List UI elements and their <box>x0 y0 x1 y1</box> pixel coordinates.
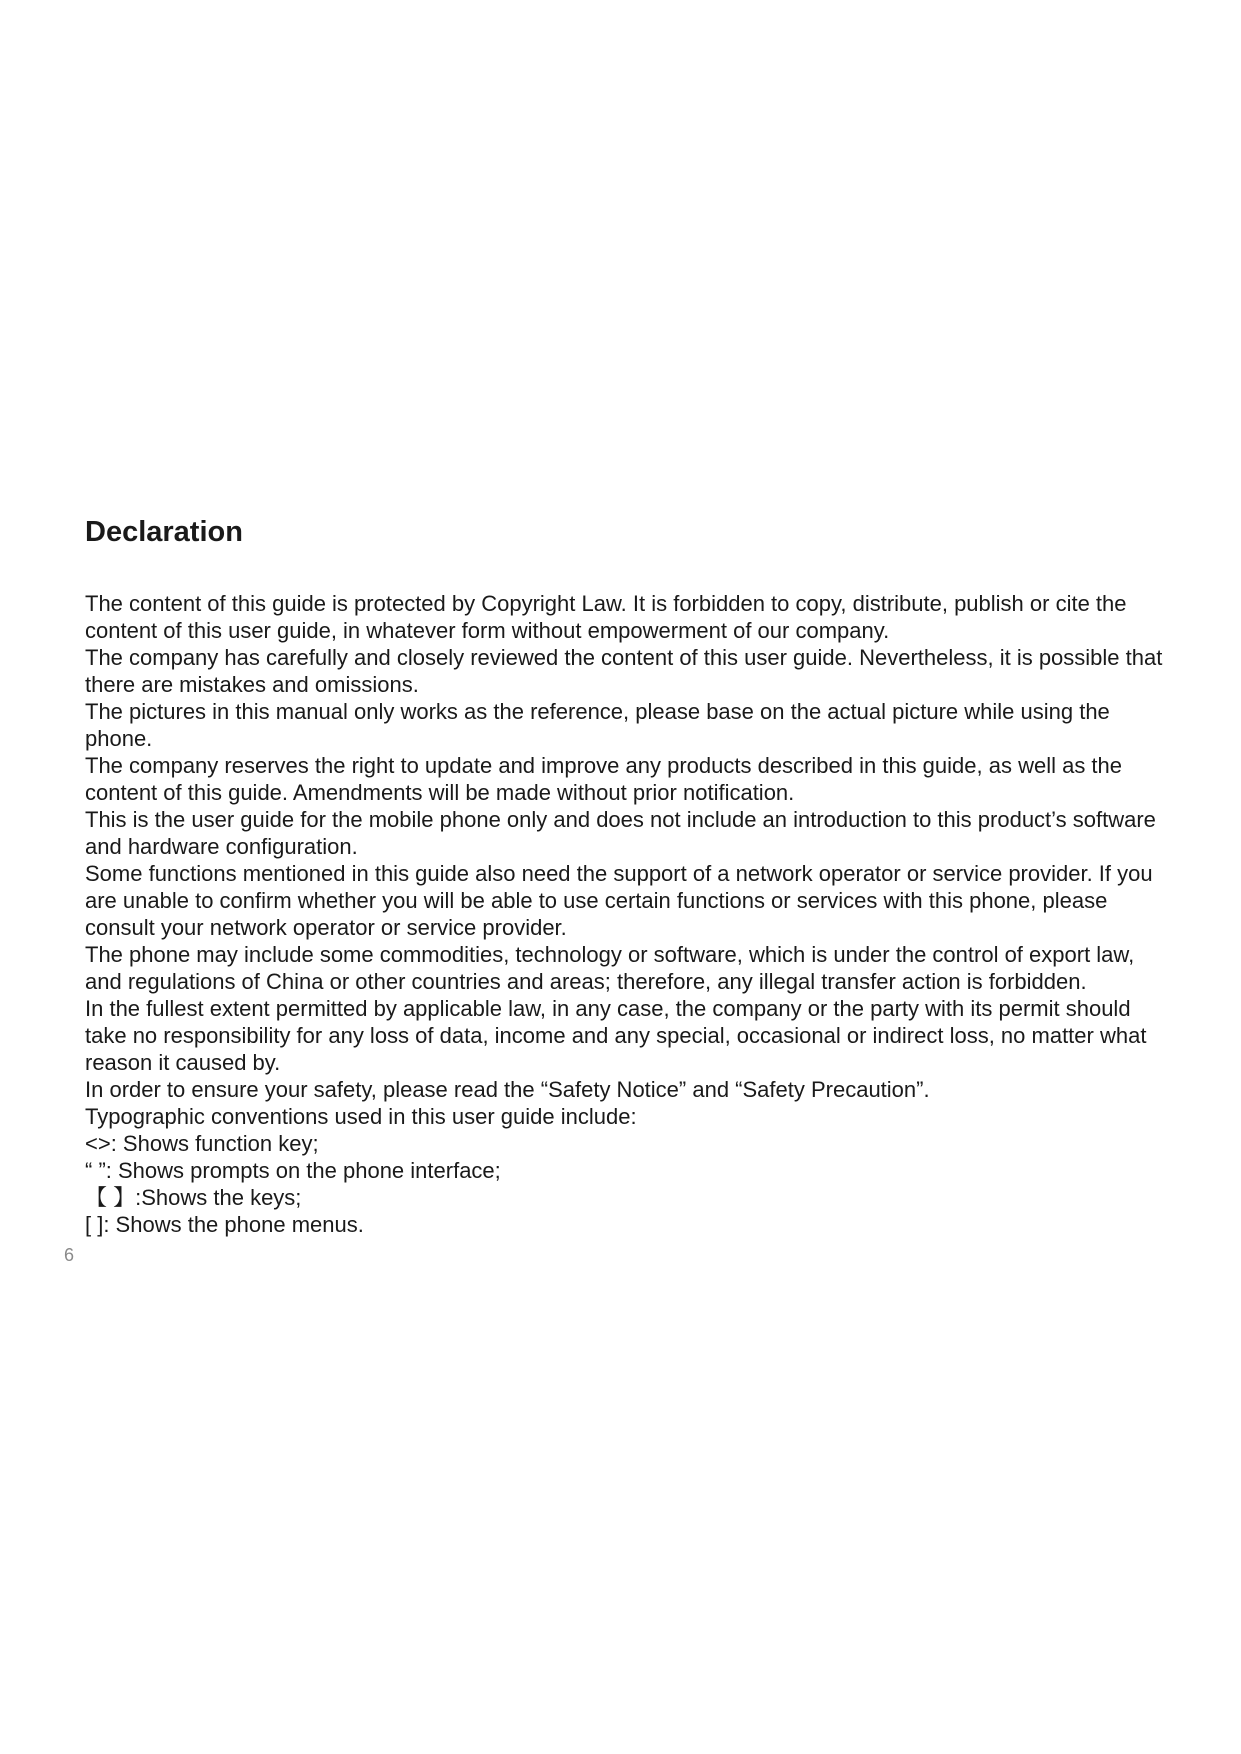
paragraph-safety: In order to ensure your safety, please read the “Safety Notice” and “Safety Precaution”. <box>85 1077 930 1102</box>
paragraph-updates: The company reserves the right to update and improve any products described in this guide, as well as the content of this guide. Amendments will be made without prior notification. <box>85 753 1123 805</box>
paragraph-copyright: The content of this guide is protected by Copyright Law. It is forbidden to copy, distribute, publish or cite the content of this user guide, in whatever form without empowerment of our company. <box>85 591 1127 643</box>
page-number: 6 <box>64 1245 75 1265</box>
paragraph-liability: In the fullest extent permitted by applicable law, in any case, the company or the party with its permit should take no responsibility for any loss of data, income and any special, occasional or indirect loss, no matter what reason it caused by. <box>85 996 1147 1075</box>
convention-function-key: <>: Shows function key; <box>85 1131 319 1156</box>
declaration-body <box>85 590 1165 1238</box>
declaration-section <box>85 510 1165 1238</box>
convention-menus: [ ]: Shows the phone menus. <box>85 1212 364 1237</box>
paragraph-scope: This is the user guide for the mobile phone only and does not include an introduction to this product’s software and hardware configuration. <box>85 807 1156 859</box>
paragraph-pictures: The pictures in this manual only works as the reference, please base on the actual picture while using the phone. <box>85 699 1110 751</box>
page-title: Declaration <box>85 516 243 548</box>
paragraph-export-law: The phone may include some commodities, technology or software, which is under the control of export law, and regulations of China or other countries and areas; therefore, any illegal transfer action is forbidden. <box>85 942 1135 994</box>
paragraph-conventions-intro: Typographic conventions used in this user guide include: <box>85 1104 637 1129</box>
paragraph-review: The company has carefully and closely reviewed the content of this user guide. Nevertheless, it is possible that there are mistakes and omissions. <box>85 645 1163 697</box>
convention-keys: 【 】:Shows the keys; <box>85 1185 302 1210</box>
convention-prompts: “ ”: Shows prompts on the phone interface; <box>85 1158 501 1183</box>
paragraph-network-support: Some functions mentioned in this guide also need the support of a network operator or service provider. If you are unable to confirm whether you will be able to use certain functions or services with this phone, please consult your network operator or service provider. <box>85 861 1153 940</box>
